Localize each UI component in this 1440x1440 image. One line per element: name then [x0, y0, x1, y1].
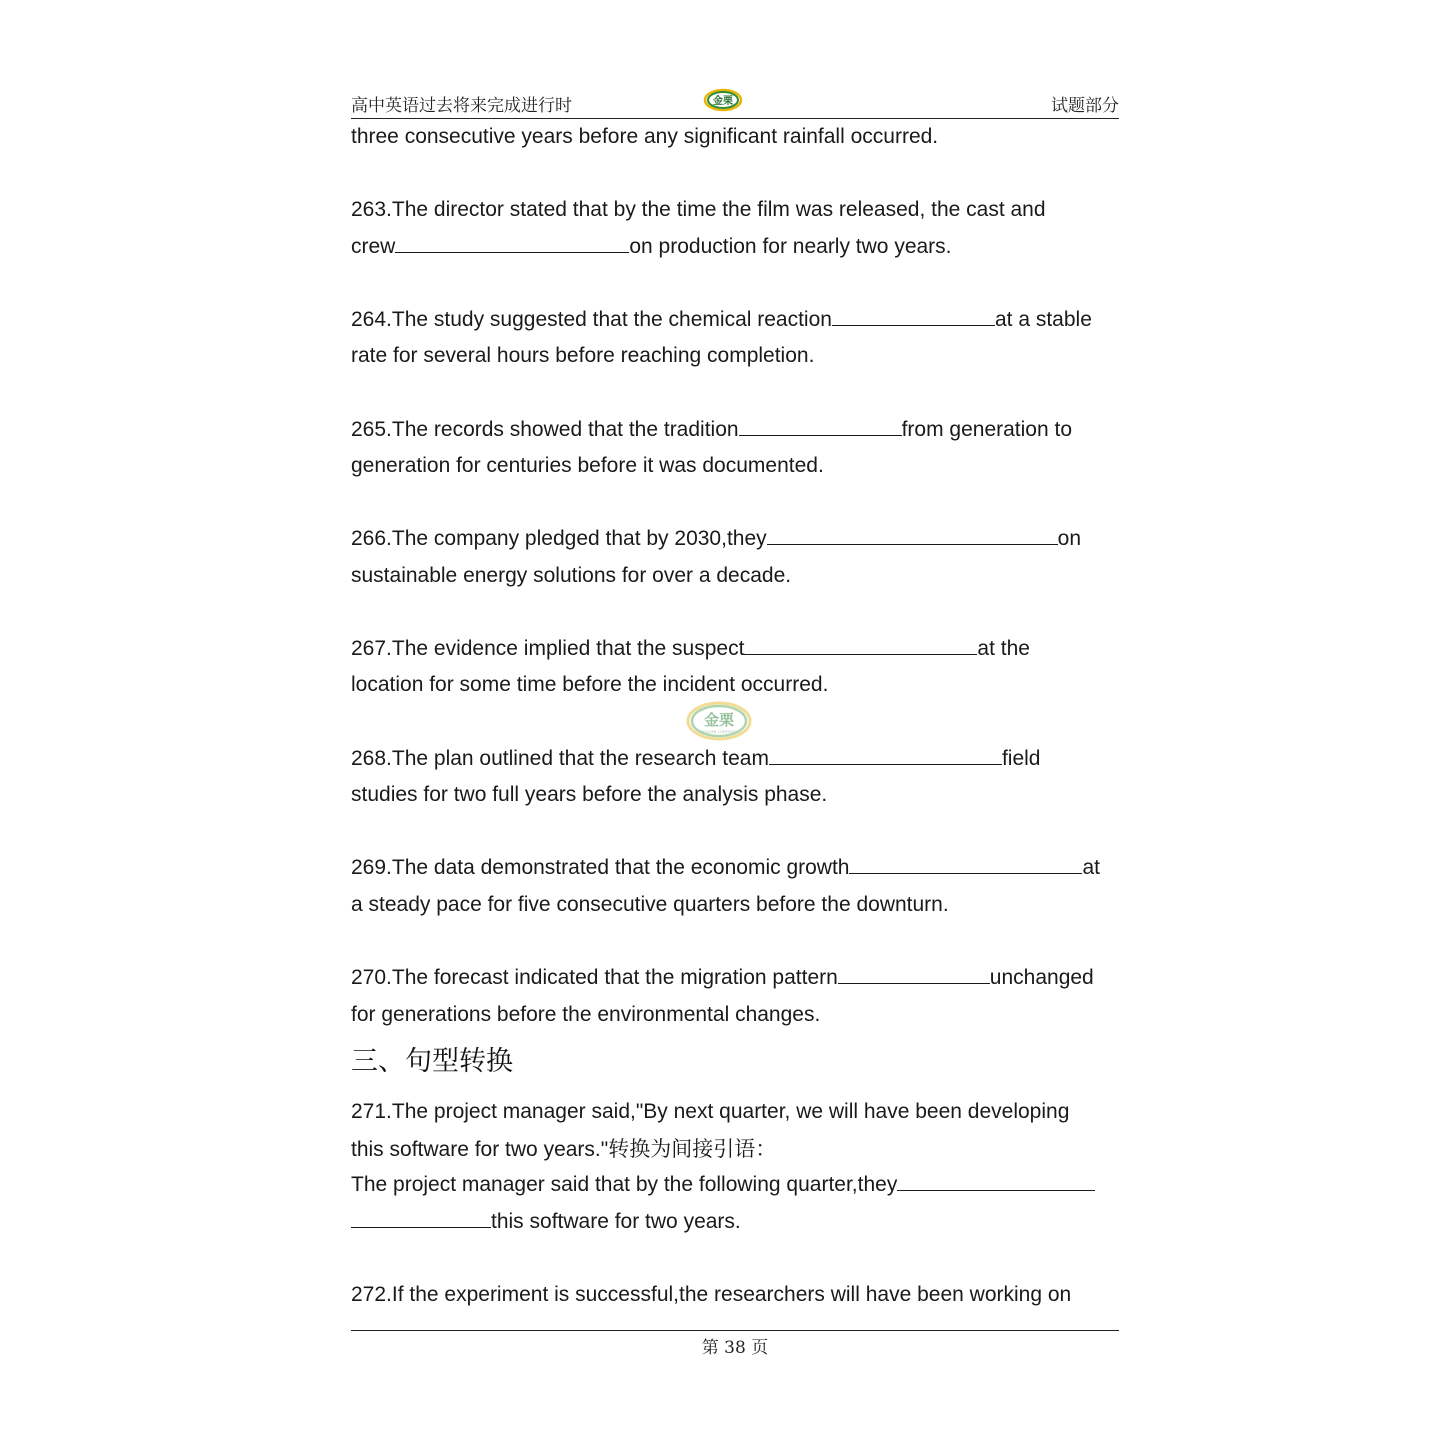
question-272-line-1 — [351, 1277, 1071, 1314]
line-text: 270.The forecast indicated that the migration pattern — [351, 966, 838, 989]
answer-blank-263[interactable] — [395, 230, 629, 253]
line-text: this software for two years." — [351, 1138, 609, 1161]
answer-blank-271-b[interactable] — [351, 1205, 491, 1228]
line-text: rate for several hours before reaching completion. — [351, 344, 815, 367]
continuation-line — [351, 119, 938, 156]
line-text: for generations before the environmental changes. — [351, 1003, 821, 1026]
answer-blank-270[interactable] — [838, 961, 990, 984]
line-text: field — [1001, 747, 1041, 770]
question-264-line-2 — [351, 338, 814, 375]
line-text: 263.The director stated that by the time the film was released, the cast and — [351, 198, 1046, 221]
line-text: 266.The company pledged that by 2030,they — [351, 527, 767, 550]
footer-divider — [351, 1330, 1119, 1331]
line-text: The project manager said that by the following quarter,they — [351, 1173, 898, 1196]
answer-blank-264[interactable] — [832, 303, 995, 326]
instruction-text: 转换为间接引语： — [608, 1137, 777, 1161]
document-page — [351, 0, 1119, 1440]
watermark-logo-text: 金栗 — [703, 711, 735, 729]
page-header — [351, 88, 1119, 119]
question-266-line-1 — [351, 521, 1081, 558]
line-text: unchanged — [989, 966, 1094, 989]
line-text: 267.The evidence implied that the suspect — [351, 637, 745, 660]
header-document-title: 高中英语过去将来完成进行时 — [351, 96, 572, 115]
answer-blank-268[interactable] — [769, 742, 1002, 765]
watermark-logo-icon — [685, 700, 753, 742]
question-267-line-2 — [351, 667, 828, 704]
line-text: at a stable — [994, 308, 1092, 331]
line-text: sustainable energy solutions for over a decade. — [351, 564, 792, 587]
line-text: studies for two full years before the analysis phase. — [351, 783, 828, 806]
question-271-line-1 — [351, 1094, 1069, 1131]
question-271-line-4 — [351, 1204, 741, 1241]
line-text: 268.The plan outlined that the research team — [351, 747, 769, 770]
header-section-label: 试题部分 — [1051, 96, 1119, 115]
line-text: location for some time before the incident occurred. — [351, 673, 829, 696]
line-text: this software for two years. — [491, 1210, 741, 1233]
line-text: 264.The study suggested that the chemical reaction — [351, 308, 832, 331]
question-263-line-2 — [351, 229, 952, 266]
line-text: on — [1057, 527, 1081, 550]
line-text: crew — [351, 235, 396, 258]
question-263-line-1 — [351, 192, 1046, 229]
question-268-line-2 — [351, 777, 827, 814]
line-text: at the — [977, 637, 1030, 660]
question-267-line-1 — [351, 631, 1030, 668]
line-text: 271.The project manager said,"By next quarter, we will have been developing — [351, 1100, 1070, 1123]
page-number: 第 38 页 — [701, 1338, 769, 1358]
line-text: at — [1082, 856, 1100, 879]
watermark-subtext: GOLDEN CHESTNUT — [701, 730, 737, 734]
question-264-line-1 — [351, 302, 1092, 339]
line-text: three consecutive years before any significant rainfall occurred. — [351, 125, 939, 148]
line-text: a steady pace for five consecutive quarters before the downturn. — [351, 893, 949, 916]
question-266-line-2 — [351, 558, 791, 595]
section-heading: 三、句型转换 — [351, 1046, 513, 1077]
question-269-line-2 — [351, 887, 949, 924]
question-265-line-1 — [351, 412, 1072, 449]
answer-blank-266[interactable] — [767, 522, 1058, 545]
question-270-line-1 — [351, 960, 1094, 997]
question-265-line-2 — [351, 448, 824, 485]
answer-blank-265[interactable] — [739, 413, 902, 436]
answer-blank-269[interactable] — [849, 851, 1082, 874]
answer-blank-271-a[interactable] — [897, 1168, 1095, 1191]
brand-logo-text: 金栗 — [713, 96, 733, 107]
brand-logo-icon — [703, 88, 743, 112]
line-text: 265.The records showed that the tradition — [351, 418, 739, 441]
line-text: generation for centuries before it was documented. — [351, 454, 824, 477]
answer-blank-267[interactable] — [744, 632, 977, 655]
line-text: from generation to — [901, 418, 1073, 441]
line-text: on production for nearly two years. — [629, 235, 952, 258]
question-271-line-3 — [351, 1167, 1095, 1204]
line-text: 269.The data demonstrated that the economic growth — [351, 856, 850, 879]
question-271-line-2 — [351, 1131, 776, 1168]
question-270-line-2 — [351, 997, 820, 1034]
question-269-line-1 — [351, 850, 1100, 887]
line-text: 272.If the experiment is successful,the researchers will have been working on — [351, 1283, 1072, 1306]
question-268-line-1 — [351, 741, 1040, 778]
